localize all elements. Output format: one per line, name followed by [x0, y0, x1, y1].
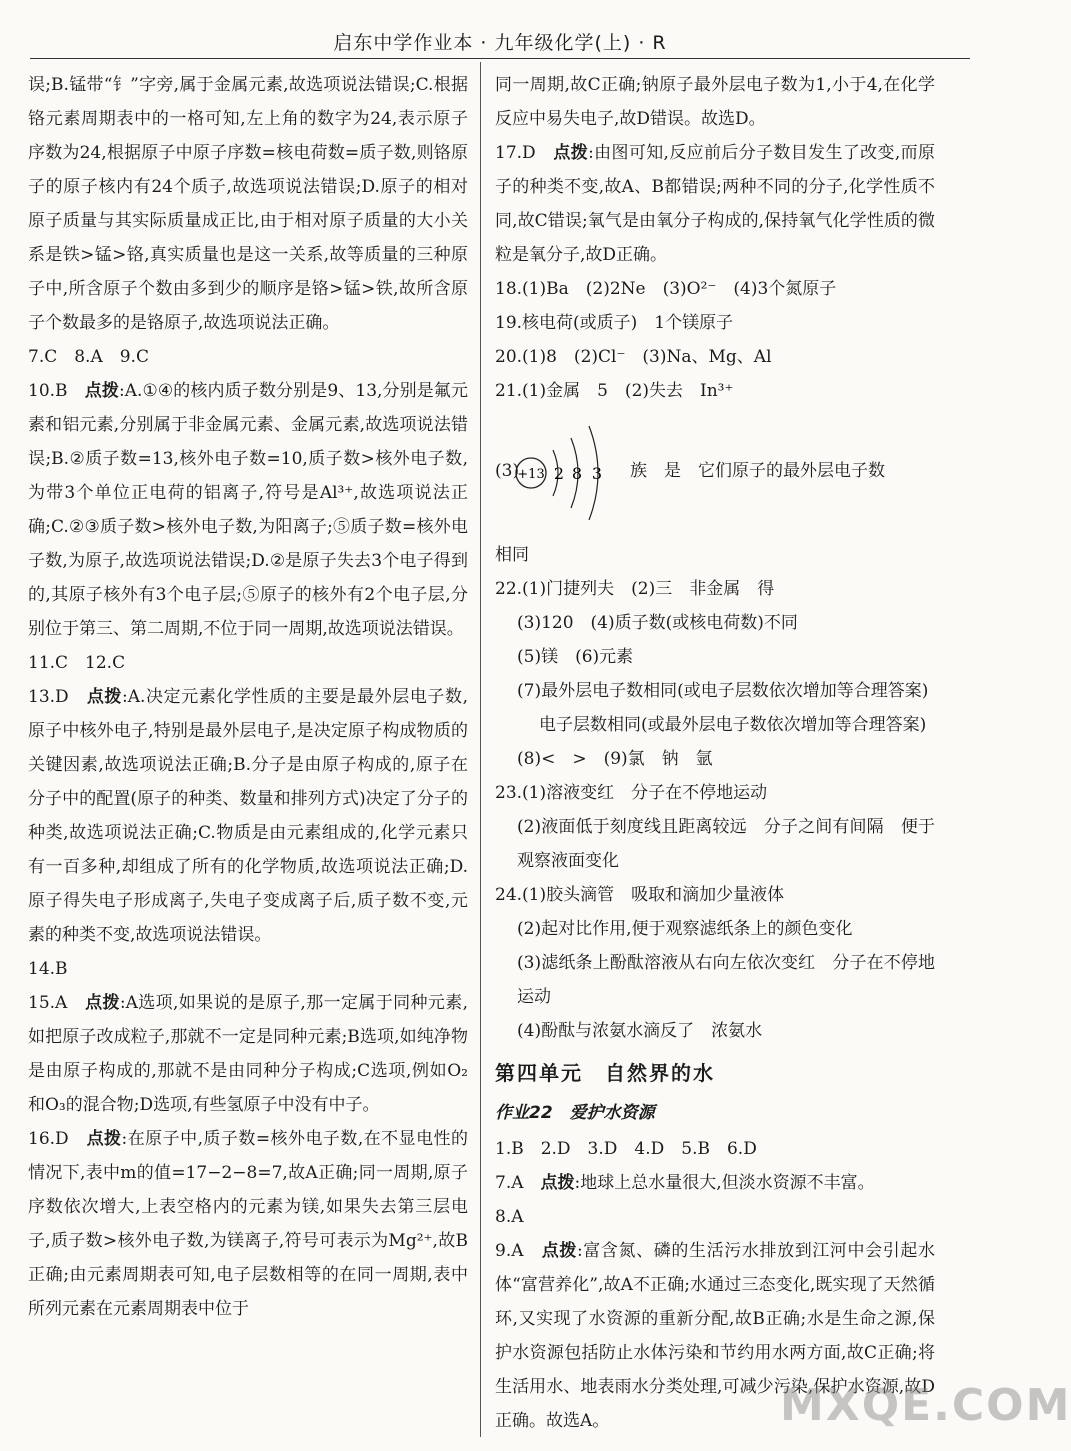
answer-23-2: (2)液面低于刻度线且距离较远 分子之间有间隔 便于观察液面变化	[517, 817, 935, 871]
answer-6-continued: 误;B.锰带“钅”字旁,属于金属元素,故选项说法错误;C.根据铬元素周期表中的一格可知,左上角的数字为24,表示原子序数为24,根据原子中原子序数=核电荷数=质子数,则铬原子的原子核内有24个质子,故选项说法错误;D.原子的相对原子质量与其实际质量成正比,由于相对原子质量的大小关系是铁>锰>铬,真实质量也是这一关系,故等质量的三种原子中,所含原子个数由多到少的顺序是铬>锰>铁,故所含原子个数最多的是铬原子,故选项说法正确。	[28, 75, 468, 333]
answer-16-continued: 同一周期,故C正确;钠原子最外层电子数为1,小于4,在化学反应中易失电子,故D错误。故选D。	[495, 75, 935, 129]
unit-title: 第四单元 自然界的水	[495, 1061, 715, 1085]
atomic-structure-diagram	[495, 408, 935, 538]
right-column	[495, 68, 935, 1438]
answer-22-5: (5)镁 (6)元素	[517, 647, 634, 667]
nucleus-charge: +13	[517, 467, 545, 482]
hw-answer-8: 8.A	[495, 1207, 524, 1227]
shell-1-electrons: 2	[553, 464, 565, 483]
answer-10: 10.B 点拨:A.①④的核内质子数分别是9、13,分别是氟元素和铝元素,分别属于非金属元素、金属元素,故选项说法错误;B.②质子数=13,核外电子数=10,质子数>核外电子数,为带3个单位正电荷的铝离子,符号是Al³⁺,故选项说法正确;C.②③质子数>核外电子数,为阳离子;⑤质子数=核外电子数,为原子,故选项说法错误;D.②是原子失去3个电子得到的,其原子核外有3个电子层;⑤原子的核外有2个电子层,分别位于第三、第二周期,不位于同一周期,故选项说法错误。	[28, 381, 469, 639]
answer-24-3: (3)滤纸条上酚酞溶液从右向左依次变红 分子在不停地运动	[517, 953, 935, 1007]
q21-part3-end: 相同	[495, 545, 529, 565]
answer-7-9: 7.C 8.A 9.C	[28, 347, 149, 367]
q21-part3-label: (3)	[495, 461, 520, 481]
answer-22-7: (7)最外层电子数相同(或电子层数依次增加等合理答案)	[517, 681, 929, 701]
shell-2-electrons: 8	[571, 464, 583, 483]
hw-answer-7: 7.A 点拨:地球上总水量很大,但淡水资源不丰富。	[495, 1173, 875, 1193]
answer-13: 13.D 点拨:A.决定元素化学性质的主要是最外层电子数,原子中核外电子,特别是最外层电子,是决定原子构成物质的关键因素,故选项说法正确;B.分子是由原子构成的,原子在分子中的配置(原子的种类、数量和排列方式)决定了分子的种类,故选项说法正确;C.物质是由元素组成的,化学元素只有一百多种,却组成了所有的化学物质,故选项说法正确;D.原子得失电子形成离子,失电子变成离子后,质子数不变,元素的种类不变,故选项说法错误。	[28, 687, 469, 945]
answer-23-1: 23.(1)溶液变红 分子在不停地运动	[495, 783, 768, 803]
answer-24-2: (2)起对比作用,便于观察滤纸条上的颜色变化	[517, 919, 853, 939]
answer-16: 16.D 点拨:在原子中,质子数=核外电子数,在不显电性的情况下,表中m的值=17−2−8=7,故A正确;同一周期,原子序数依次增大,上表空格内的元素为镁,如果失去第三层电子,质子数>核外电子数,为镁离子,符号可表示为Mg²⁺,故B正确;由元素周期表可知,电子层数相等的在同一周期,表中所列元素在元素周期表中位于	[28, 1129, 469, 1319]
column-divider	[480, 62, 481, 1437]
homework-title: 作业22 爱护水资源	[495, 1103, 655, 1123]
answer-17: 17.D 点拨:由图可知,反应前后分子数目发生了改变,而原子的种类不变,故A、B都错误;两种不同的分子,化学性质不同,故C错误;氧气是由氧分子构成的,保持氧气化学性质的微粒是氧分子,故D正确。	[495, 143, 935, 265]
answer-20: 20.(1)8 (2)Cl⁻ (3)Na、Mg、Al	[495, 347, 772, 367]
hw-answers-1-6: 1.B 2.D 3.D 4.D 5.B 6.D	[495, 1139, 757, 1159]
answer-22-1: 22.(1)门捷列夫 (2)三 非金属 得	[495, 579, 775, 599]
answer-18: 18.(1)Ba (2)2Ne (3)O²⁻ (4)3个氮原子	[495, 279, 837, 299]
answer-24-1: 24.(1)胶头滴管 吸取和滴加少量液体	[495, 885, 785, 905]
q21-part3-text: 族 是 它们原子的最外层电子数	[630, 461, 885, 481]
aluminum-atom-diagram	[515, 418, 625, 528]
answer-14: 14.B	[28, 959, 68, 979]
left-column	[28, 68, 468, 1326]
watermark: MXQE.COM	[780, 1380, 1071, 1431]
header-rule	[30, 58, 970, 59]
answer-22-8: (8)< > (9)氯 钠 氩	[517, 749, 713, 769]
shell-3-electrons: 3	[591, 464, 603, 483]
answer-22-3: (3)120 (4)质子数(或核电荷数)不同	[517, 613, 798, 633]
answer-15: 15.A 点拨:A选项,如果说的是原子,那一定属于同种元素,如把原子改成粒子,那就不一定是同种元素;B选项,如纯净物是由原子构成的,那就不是由同种分子构成;C选项,例如O₂和O₃的混合物;D选项,有些氢原子中没有中子。	[28, 993, 469, 1115]
hw-answer-9: 9.A 点拨:富含氮、磷的生活污水排放到江河中会引起水体“富营养化”,故A不正确;水通过三态变化,既实现了天然循环,又实现了水资源的重新分配,故B正确;水是生命之源,保护水资源包括防止水体污染和节约用水两方面,故C正确;将生活用水、地表雨水分类处理,可减少污染,保护水资源,故D正确。故选A。	[495, 1241, 936, 1431]
answer-11-12: 11.C 12.C	[28, 653, 126, 673]
answer-24-4: (4)酚酞与浓氨水滴反了 浓氨水	[517, 1021, 763, 1041]
answer-22-7b: 电子层数相同(或最外层电子数依次增加等合理答案)	[539, 715, 927, 735]
page-header: 启东中学作业本 · 九年级化学(上) · R	[333, 32, 667, 54]
answer-21: 21.(1)金属 5 (2)失去 In³⁺	[495, 381, 734, 401]
answer-19: 19.核电荷(或质子) 1个镁原子	[495, 313, 734, 333]
